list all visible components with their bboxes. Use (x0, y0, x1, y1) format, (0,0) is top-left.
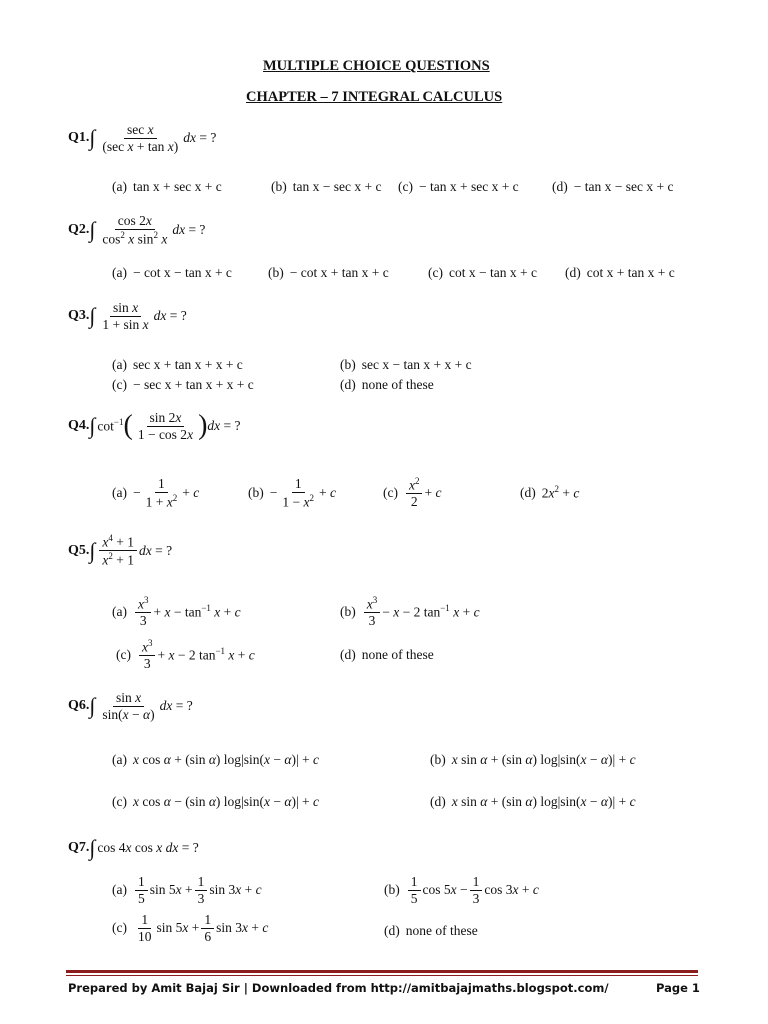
q6-option-c[interactable]: (c) x cos α − (sin α) log|sin(x − α)| + c (112, 794, 320, 809)
question-number: Q1. (68, 130, 90, 146)
footer-rule-thin (66, 975, 698, 976)
question-2: Q2. ∫ $\frac{\cos 2x}{\cos^2 x \sin^2 x}$ dx = ? (68, 213, 206, 247)
q4-option-b[interactable]: (b) − $\frac{1}{1 - x^2}$ + c (248, 476, 336, 510)
q1-option-b[interactable]: (b) tan x − sec x + c (271, 179, 382, 194)
q1-option-a[interactable]: (a) tan x + sec x + c (112, 179, 222, 194)
footer-credit: Prepared by Amit Bajaj Sir | Downloaded from http://amitbajajmaths.blogspot.com/ (68, 981, 609, 995)
question-3: Q3. ∫ $\frac{\text{sin x}}{\text{1 + sin x}}$ dx = ? (68, 300, 187, 332)
q7-option-b[interactable]: (b) $\frac{1}{5}$ cos 5x − $\frac{1}{3}$ cos 3x + c (384, 874, 539, 906)
q6-option-a[interactable]: (a) x cos α + (sin α) log|sin(x − α)| + c (112, 752, 320, 767)
q3-option-c[interactable]: (c) − sec x + tan x + x + c (112, 377, 254, 392)
question-1: Q1. ∫ $\frac{\text{sec x}}{\text{(sec x + tan x)}}$ dx = ? (68, 122, 217, 154)
q6-option-d[interactable]: (d) x sin α + (sin α) log|sin(x − α)| + c (430, 794, 636, 809)
question-7: Q7. ∫ cos 4x cos x dx = ? (68, 835, 199, 860)
q7-option-d[interactable]: (d) none of these (384, 923, 478, 938)
q5-option-b[interactable]: (b) $\frac{x^3}{3}$ − x − 2 $\tan^{-1} x + c$ (340, 595, 480, 629)
q3-option-a[interactable]: (a) sec x + tan x + x + c (112, 357, 243, 372)
q4-option-a[interactable]: (a) − $\frac{1}{1 + x^2}$ + c (112, 476, 200, 510)
q6-option-b[interactable]: (b) x sin α + (sin α) log|sin(x − α)| + c (430, 752, 636, 767)
q5-option-c[interactable]: (c) $\frac{x^3}{3}$ + x − 2 $\tan^{-1} x + c$ (116, 638, 255, 672)
footer-rule-thick (66, 970, 698, 973)
q1-option-c[interactable]: (c) − tan x + sec x + c (398, 179, 519, 194)
question-4: Q4. ∫ $\cot^{-1}$ ( $\frac{\sin 2x}{1 - \cos 2x}$ ) dx = ? (68, 410, 241, 442)
q2-option-d[interactable]: (d) cot x + tan x + c (565, 265, 675, 280)
q4-option-d[interactable]: (d) $2x^2 + c$ (520, 484, 580, 501)
question-6: Q6. ∫ $\frac{\text{sin x}}{\sin(x - \alpha)}$ dx = ? (68, 690, 193, 722)
page-title: MULTIPLE CHOICE QUESTIONS (263, 58, 490, 74)
question-5: Q5. ∫ $\frac{x^4 + 1}{x^2 + 1}$ dx = ? (68, 533, 173, 568)
chapter-title: CHAPTER – 7 INTEGRAL CALCULUS (246, 89, 503, 105)
q3-option-b[interactable]: (b) sec x − tan x + x + c (340, 357, 472, 372)
q5-option-d[interactable]: (d) none of these (340, 647, 434, 662)
q7-option-c[interactable]: (c) $\frac{1}{10}$ sin 5x + $\frac{1}{6}$ sin 3x + c (112, 912, 269, 944)
q5-option-a[interactable]: (a) $\frac{x^3}{3}$ + $x - \tan^{-1} x + c$ (112, 595, 241, 629)
q4-option-c[interactable]: (c) $\frac{x^2}{2}$ + c (383, 476, 442, 510)
q2-option-a[interactable]: (a) − cot x − tan x + c (112, 265, 232, 280)
q2-option-b[interactable]: (b) − cot x + tan x + c (268, 265, 389, 280)
q2-option-c[interactable]: (c) cot x − tan x + c (428, 265, 537, 280)
q3-option-d[interactable]: (d) none of these (340, 377, 434, 392)
q7-option-a[interactable]: (a) $\frac{1}{5}$ sin 5x + $\frac{1}{3}$ sin 3x + c (112, 874, 262, 906)
q1-option-d[interactable]: (d) − tan x − sec x + c (552, 179, 674, 194)
page-number: Page 1 (656, 981, 700, 995)
